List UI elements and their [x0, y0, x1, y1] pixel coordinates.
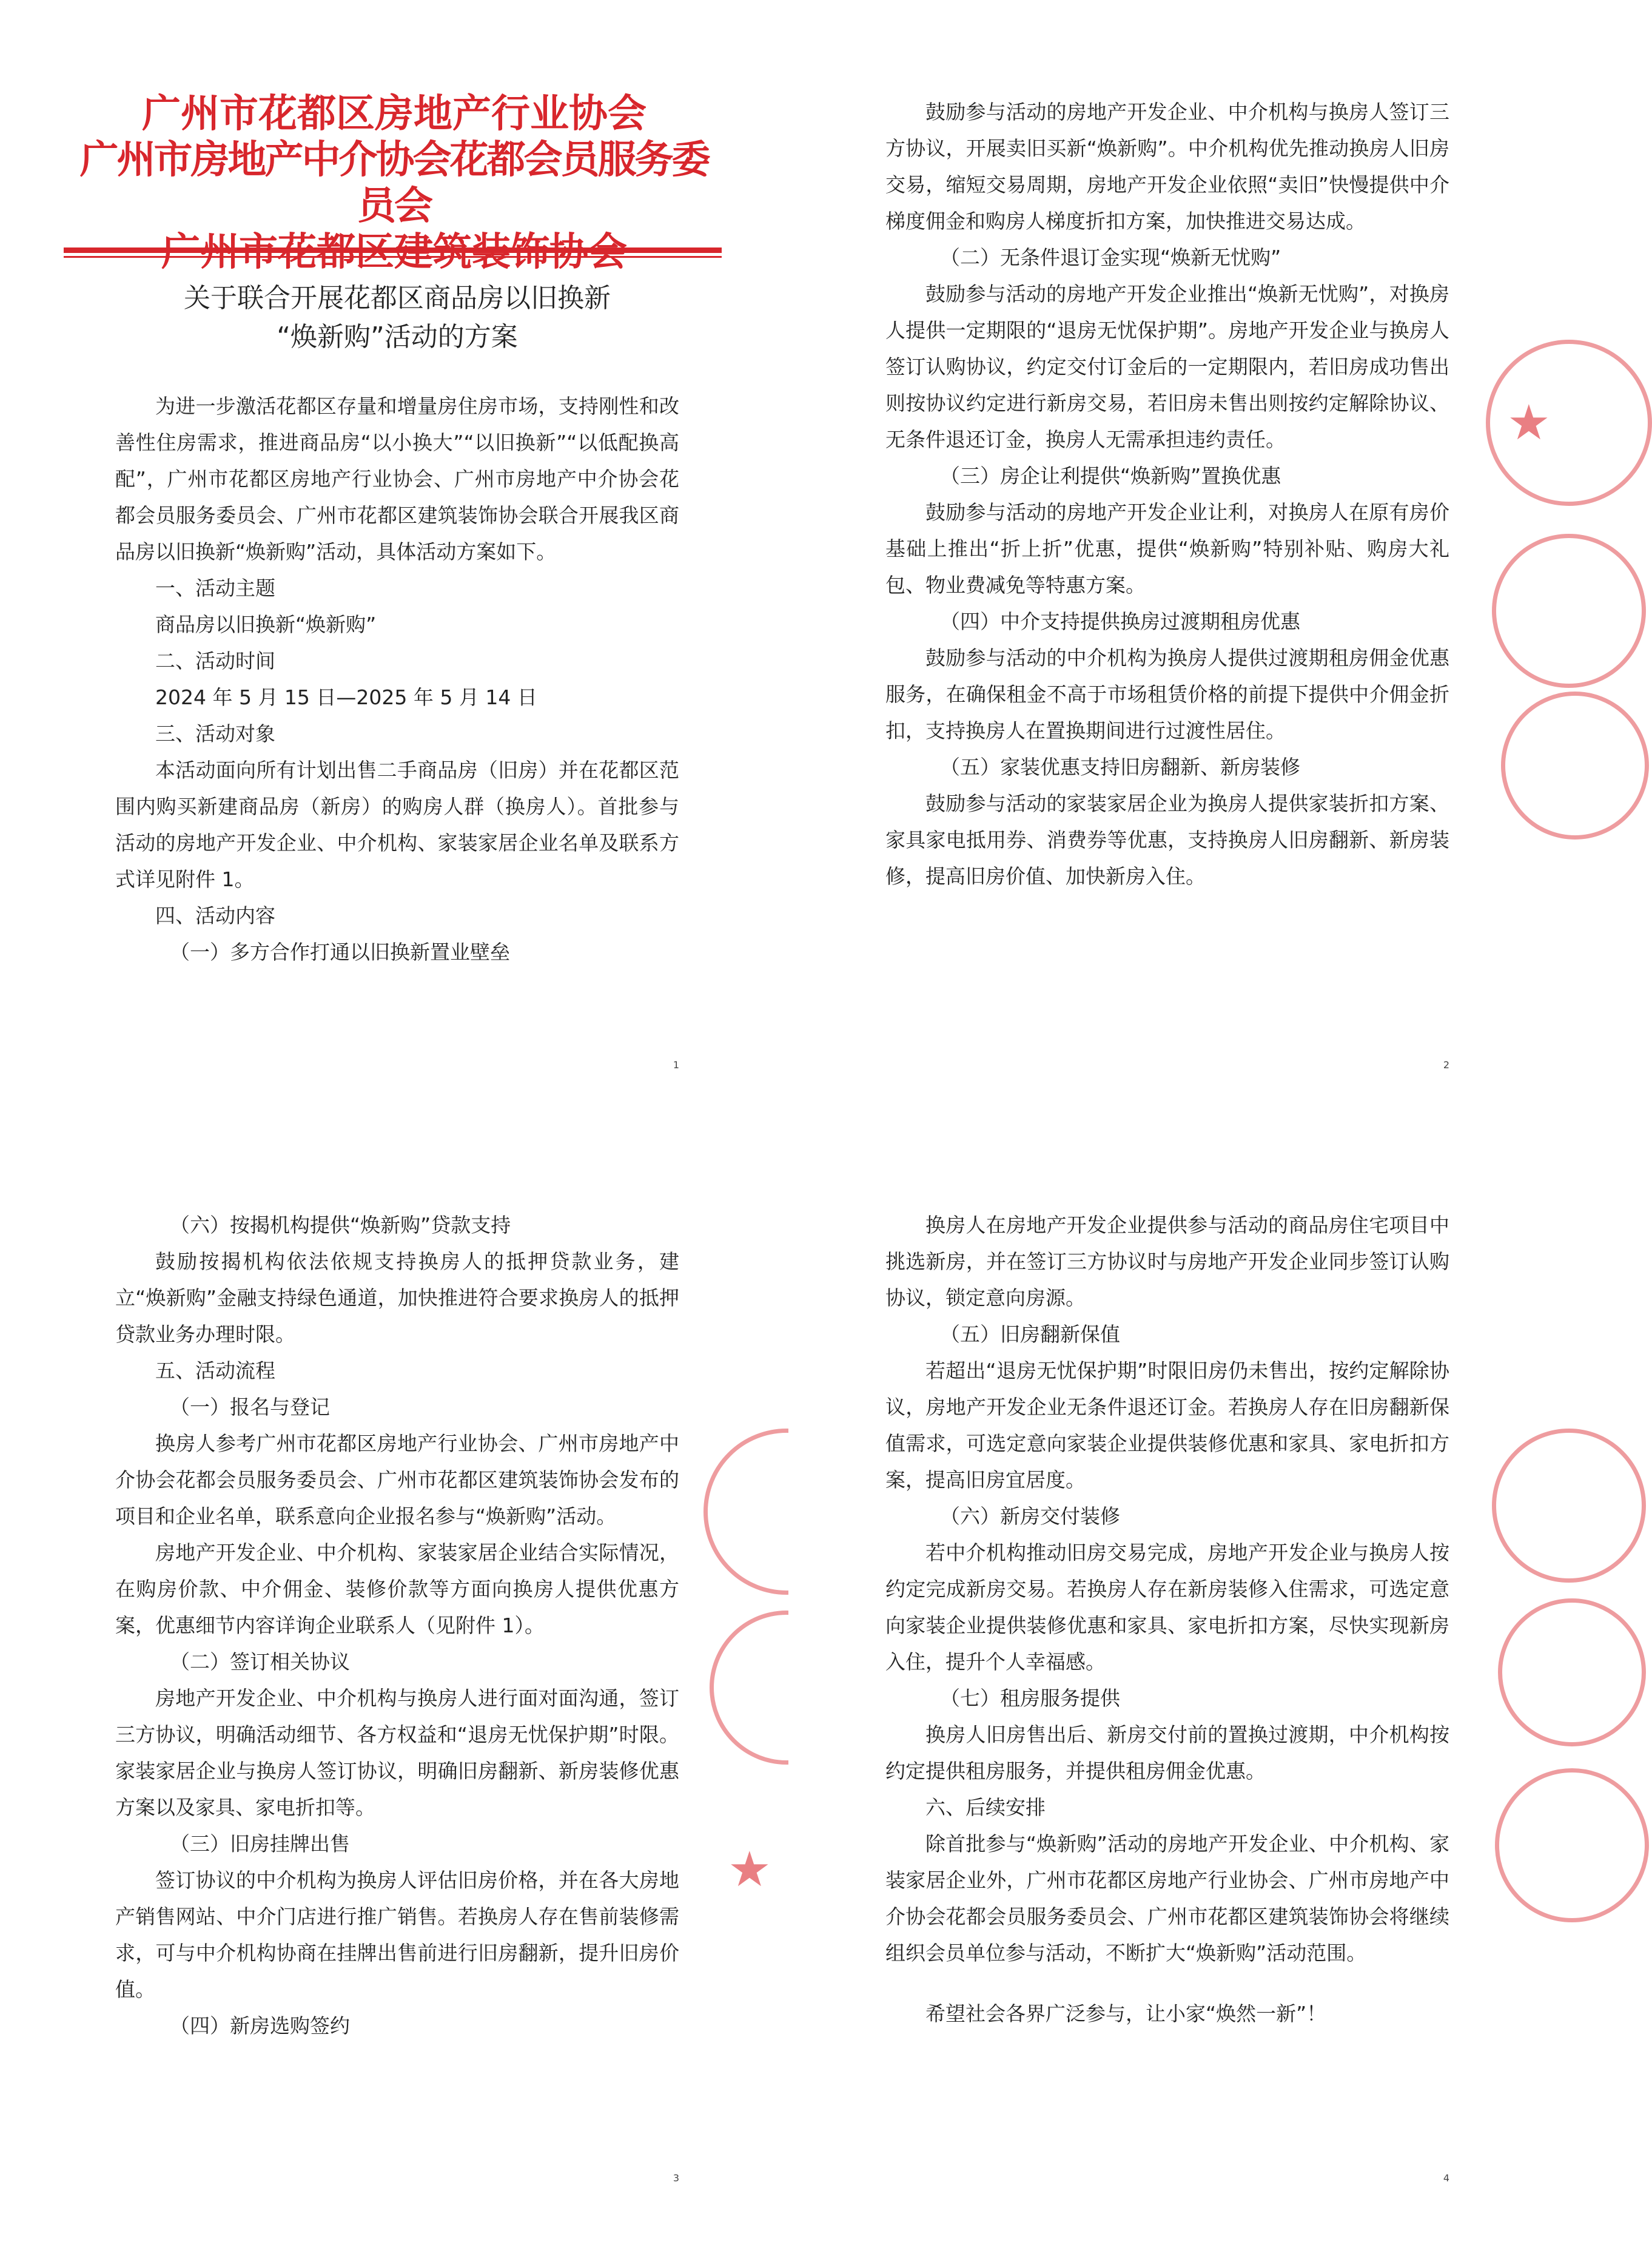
flow-step-3-text: 签订协议的中介机构为换房人评估旧房价格，并在各大房地产销售网站、中介门店进行推广销售。若换房人存在售前装修需求，可与中介机构协商在挂牌出售前进行旧房翻新，提升旧房价值。	[115, 1868, 679, 2001]
document-title-line-1: 关于联合开展花都区商品房以旧换新	[184, 283, 611, 314]
subsection-2-text: 鼓励参与活动的房地产开发企业推出“焕新无忧购”，对换房人提供一定期限的“退房无忧保护期”。房地产开发企业与换房人签订认购协议，约定交付订金后的一定期限内，若旧房成功售出则按协议约定进行新房交易，若旧房未售出则按约定解除协议、无条件退还订金，换房人无需承担违约责任。	[885, 282, 1449, 451]
flow-step-3-heading: （三）旧房挂牌出售	[170, 1832, 350, 1856]
flow-step-4-heading: （四）新房选购签约	[170, 2014, 350, 2038]
letterhead-red-rule-thin	[64, 256, 722, 258]
flow-step-4-text: 换房人在房地产开发企业提供参与活动的商品房住宅项目中挑选新房，并在签订三方协议时与房地产开发企业同步签订认购协议，锁定意向房源。	[885, 1213, 1449, 1310]
section-heading-theme: 一、活动主题	[155, 576, 275, 600]
page-1-body	[115, 388, 679, 971]
document-page-1	[18, 24, 764, 1104]
red-seal-fragment	[1495, 1768, 1649, 1922]
section-heading-flow: 五、活动流程	[155, 1359, 275, 1382]
follow-up-text: 除首批参与“焕新购”活动的房地产开发企业、中介机构、家装家居企业外，广州市花都区房地产行业协会、广州市房地产中介协会花都会员服务委员会、广州市花都区建筑装饰协会将继续组织会员单位参与活动，不断扩大“焕新购”活动范围。	[885, 1832, 1449, 1965]
subsection-4-text: 鼓励参与活动的中介机构为换房人提供过渡期租房佣金优惠服务，在确保租金不高于市场租赁价格的前提下提供中介佣金折扣，支持换房人在置换期间进行过渡性居住。	[885, 646, 1449, 742]
subsection-heading-5: （五）家装优惠支持旧房翻新、新房装修	[940, 755, 1300, 779]
subsection-heading-3: （三）房企让利提供“焕新购”置换优惠	[940, 464, 1281, 488]
flow-step-5-text: 若超出“退房无忧保护期”时限旧房仍未售出，按约定解除协议，房地产开发企业无条件退还订金。若换房人存在旧房翻新保值需求，可选定意向家装企业提供装修优惠和家具、家电折扣方案，提高旧房宜居度。	[885, 1359, 1449, 1492]
document-page-3	[18, 1137, 771, 2217]
flow-step-1-text-1: 换房人参考广州市花都区房地产行业协会、广州市房地产中介协会花都会员服务委员会、广州市花都区建筑装饰协会发布的项目和企业名单，联系意向企业报名参与“焕新购”活动。	[115, 1432, 679, 1528]
page-3-body	[115, 1207, 679, 2044]
theme-text: 商品房以旧换新“焕新购”	[155, 613, 377, 636]
subsection-1-text: 鼓励参与活动的房地产开发企业、中介机构与换房人签订三方协议，开展卖旧买新“焕新购”。中介机构优先推动换房人旧房交易，缩短交易周期，房地产开发企业依照“卖旧”快慢提供中介梯度佣金和购房人梯度折扣方案，加快推进交易达成。	[885, 100, 1449, 233]
document-title	[115, 279, 679, 357]
section-heading-time: 二、活动时间	[155, 649, 275, 673]
subsection-6-text: 鼓励按揭机构依法依规支持换房人的抵押贷款业务，建立“焕新购”金融支持绿色通道，加快推进符合要求换房人的抵押贷款业务办理时限。	[115, 1250, 679, 1346]
document-page-2	[788, 24, 1551, 1104]
subsection-5-text: 鼓励参与活动的家装家居企业为换房人提供家装折扣方案、家具家电抵用券、消费券等优惠，支持换房人旧房翻新、新房装修，提高旧房价值、加快新房入住。	[885, 792, 1449, 888]
red-seal-fragment	[1492, 1429, 1646, 1583]
subsection-3-text: 鼓励参与活动的房地产开发企业让利，对换房人在原有房价基础上推出“折上折”优惠，提供“焕新购”特别补贴、购房大礼包、物业费减免等特惠方案。	[885, 500, 1449, 597]
page-number: 3	[673, 2172, 679, 2184]
page-number: 4	[1443, 2172, 1449, 2184]
flow-step-6-heading: （六）新房交付装修	[940, 1504, 1120, 1528]
subsection-heading-2: （二）无条件退订金实现“焕新无忧购”	[940, 246, 1281, 269]
subsection-heading-6: （六）按揭机构提供“焕新购”贷款支持	[170, 1213, 511, 1237]
page-2-body	[885, 94, 1449, 895]
page-number: 2	[1443, 1059, 1449, 1071]
target-text: 本活动面向所有计划出售二手商品房（旧房）并在花都区范围内购买新建商品房（新房）的购房人群（换房人）。首批参与活动的房地产开发企业、中介机构、家装家居企业名单及联系方式详见附件 1。	[115, 758, 679, 891]
document-page-4	[788, 1137, 1534, 2217]
time-text: 2024 年 5 月 15 日—2025 年 5 月 14 日	[155, 685, 537, 709]
flow-step-1-text-2: 房地产开发企业、中介机构、家装家居企业结合实际情况，在购房价款、中介佣金、装修价款等方面向换房人提供优惠方案，优惠细节内容详询企业联系人（见附件 1）。	[115, 1541, 679, 1637]
document-title-line-2: “焕新购”活动的方案	[277, 321, 518, 352]
flow-step-2-text: 房地产开发企业、中介机构与换房人进行面对面沟通，签订三方协议，明确活动细节、各方权益和“退房无忧保护期”时限。家装家居企业与换房人签订协议，明确旧房翻新、新房装修优惠方案以及家具、家电折扣等。	[115, 1686, 679, 1819]
flow-step-1-heading: （一）报名与登记	[170, 1395, 330, 1419]
flow-step-7-heading: （七）租房服务提供	[940, 1686, 1120, 1710]
closing-text: 希望社会各界广泛参与，让小家“焕然一新”！	[925, 2002, 1327, 2025]
page-4-body	[885, 1207, 1449, 2032]
section-heading-target: 三、活动对象	[155, 722, 275, 746]
section-heading-follow-up: 六、后续安排	[925, 1796, 1046, 1819]
page-number: 1	[673, 1059, 679, 1071]
letterhead-red-rule	[64, 247, 722, 253]
letterhead-org-1: 广州市花都区房地产行业协会	[142, 91, 646, 136]
intro-paragraph: 为进一步激活花都区存量和增量房住房市场，支持刚性和改善性住房需求，推进商品房“以小换大”“以旧换新”“以低配换高配”，广州市花都区房地产行业协会、广州市房地产中介协会花都会员服务委员会、广州市花都区建筑装饰协会联合开展我区商品房以旧换新“焕新购”活动，具体活动方案如下。	[115, 394, 679, 564]
subsection-heading-4: （四）中介支持提供换房过渡期租房优惠	[940, 610, 1300, 633]
flow-step-5-heading: （五）旧房翻新保值	[940, 1322, 1120, 1346]
subsection-heading-1: （一）多方合作打通以旧换新置业壁垒	[170, 940, 510, 964]
flow-step-6-text: 若中介机构推动旧房交易完成，房地产开发企业与换房人按约定完成新房交易。若换房人存在新房装修入住需求，可选定意向家装企业提供装修优惠和家具、家电折扣方案，尽快实现新房入住，提升个人幸福感。	[885, 1541, 1449, 1674]
section-heading-content: 四、活动内容	[155, 904, 275, 927]
red-seal-fragment	[1501, 692, 1649, 840]
flow-step-2-heading: （二）签订相关协议	[170, 1650, 350, 1674]
red-seal-fragment	[1498, 1598, 1646, 1746]
flow-step-7-text: 换房人旧房售出后、新房交付前的置换过渡期，中介机构按约定提供租房服务，并提供租房佣金优惠。	[885, 1723, 1449, 1783]
red-seal-fragment	[1492, 534, 1646, 688]
letterhead-org-2: 广州市房地产中介协会花都会员服务委员会	[79, 137, 709, 229]
seal-star-icon: ★	[1507, 394, 1551, 451]
seal-star-icon: ★	[728, 1841, 771, 1897]
